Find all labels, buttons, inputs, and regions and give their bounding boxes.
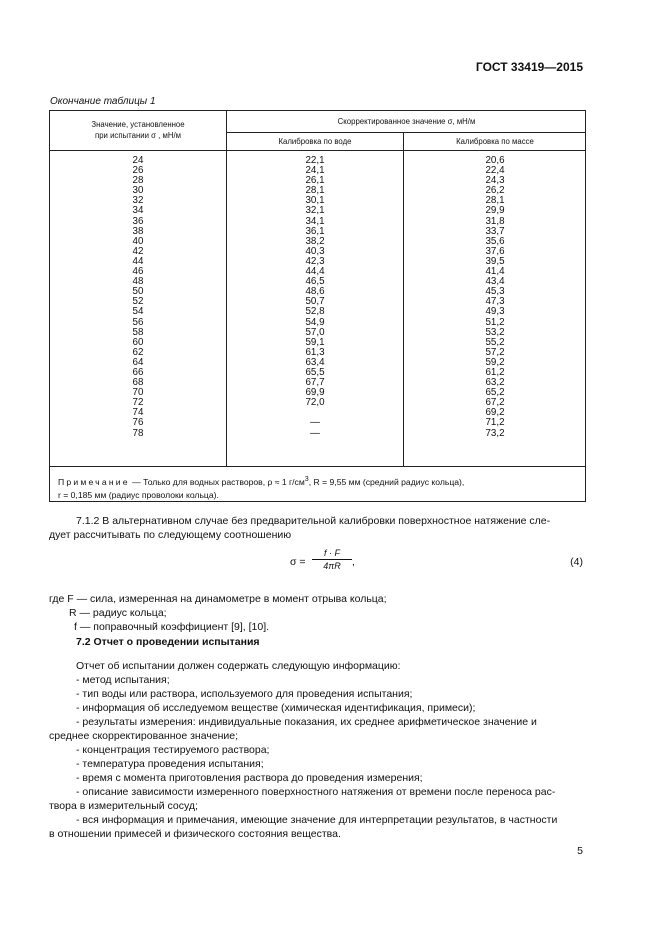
table-cell: 40,3 [305,245,325,257]
table-cell: 72 [132,397,144,409]
table-cell: 67,7 [305,377,325,389]
col-header-water: Калибровка по воде [278,137,352,146]
table-cell: 63,2 [485,377,505,389]
formula-denominator: 4πR [323,561,341,571]
table-cell: 38,2 [305,235,325,247]
col-header-mass: Калибровка по массе [456,137,534,146]
report-item: - метод испытания; [76,674,170,686]
formula-tail: , [352,556,355,568]
table-caption: Окончание таблицы 1 [50,96,156,107]
table-cell: 65,2 [485,387,505,399]
table-cell: 38 [132,225,144,237]
table-cell: 46,5 [305,276,325,288]
table-cell: 20,6 [485,155,505,166]
table-cell: 46 [132,266,144,278]
report-item: - температура проведения испытания; [76,758,264,770]
table-cell: 32 [132,195,144,207]
report-item: - время с момента приготовления раствора до проведения измерения; [76,772,423,784]
column-set-value [50,156,226,439]
table-cell: 26,1 [305,175,325,187]
calibration-table [49,110,586,502]
table-cell: 62 [132,346,144,358]
table-cell: 42 [132,245,144,257]
table-cell: 24,1 [305,165,325,177]
table-cell: 30 [132,185,144,197]
table-cell: 33,7 [485,225,505,237]
table-cell: 53,2 [485,326,505,338]
table-cell: 52,8 [305,306,325,318]
table-cell: 30,1 [305,195,325,207]
table-cell: 74 [132,407,144,419]
table-cell: 48,6 [305,286,325,298]
report-item: в отношении примесей и физического состояния вещества. [49,828,341,840]
table-divider [50,150,586,151]
report-item: - тип воды или раствора, используемого для проведения испытания; [76,688,413,700]
table-divider [226,132,586,133]
table-cell: 68 [132,377,144,389]
table-cell: 43,4 [485,276,505,288]
table-cell: 28 [132,175,144,187]
table-cell: 64 [132,356,144,368]
table-cell: 51,2 [485,316,505,328]
table-cell: 49,3 [485,306,505,318]
document-code: ГОСТ 33419—2015 [475,60,583,74]
table-cell: 36,1 [305,225,325,237]
table-cell: 34,1 [305,215,325,227]
table-cell: 54,9 [305,316,325,328]
table-cell: 44 [132,255,144,267]
table-cell: 45,3 [485,286,505,298]
section-title-7-2: 7.2 Отчет о проведении испытания [76,636,260,648]
table-cell: 66 [132,366,144,378]
table-cell: 22,4 [485,165,505,177]
table-cell: 48 [132,276,144,288]
table-cell: 41,4 [485,266,505,278]
where-R: R — радиус кольца; [69,607,167,619]
table-cell: 32,1 [305,205,325,217]
table-note: Примечание — Только для водных растворов, ρ ≈ 1 $г/см^3$, R = 9,55 мм (средний радиус кольца), r = 0,185 мм (радиус проволоки кольца). [58,475,465,500]
table-cell: 28,1 [485,195,505,207]
table-cell: 58 [132,326,144,338]
table-cell: 65,5 [305,366,325,378]
equation-number: (4) [570,556,583,568]
table-cell: — [310,427,320,439]
table-cell: 56 [132,316,144,328]
table-cell: 50 [132,286,144,298]
report-item: - вся информация и примечания, имеющие значение для интерпретации результатов, в частности [76,814,558,826]
paragraph-7-1-2: 7.1.2 В альтернативном случае без предварительной калибровки поверхностное натяжение сле- [76,515,551,527]
table-cell: 63,4 [305,356,325,368]
report-item: - результаты измерения: индивидуальные показания, их среднее арифметическое значение и [76,716,537,728]
column-water [227,156,403,439]
report-item: - концентрация тестируемого раствора; [76,744,270,756]
table-cell: 36 [132,215,144,227]
table-cell: 42,3 [305,255,325,267]
table-cell: 69,2 [485,407,505,419]
table-cell: 54 [132,306,144,318]
table-cell: 50,7 [305,296,325,308]
report-item: среднее скорректированное значение; [49,730,239,742]
table-cell: 39,5 [485,255,505,267]
table-cell: 72,0 [305,397,325,409]
table-cell: 26,2 [485,185,505,197]
table-cell: 37,6 [485,245,505,257]
table-cell: 67,2 [485,397,505,409]
table-cell: — [310,417,320,429]
table-cell: 31,8 [485,215,505,227]
group-header-corrected: Скорректированное значение σ, мН/м [337,117,476,126]
table-cell: 61,3 [305,346,325,358]
table-cell: 35,6 [485,235,505,247]
table-cell: 61,2 [485,366,505,378]
table-cell: 76 [132,417,144,429]
table-cell: 57,0 [305,326,325,338]
table-cell: 26 [132,165,144,177]
table-cell: 24,3 [485,175,505,187]
table-cell: 47,3 [485,296,505,308]
formula-lhs: σ = [290,556,306,568]
report-item: - информация об исследуемом веществе (химическая идентификация, примеси); [76,702,476,714]
table-cell: 28,1 [305,185,325,197]
page-number: 5 [577,845,583,857]
table-cell: 57,2 [485,346,505,358]
paragraph-7-1-2-cont: дует рассчитывать по следующему соотношению [49,529,292,541]
report-intro: Отчет об испытании должен содержать следующую информацию: [76,660,401,672]
report-item: - описание зависимости измеренного поверхностного натяжения от времени после переноса рас- [76,786,556,798]
table-cell: 34 [132,205,144,217]
table-cell: 69,9 [305,387,325,399]
table-cell: 78 [132,427,144,439]
table-cell: 29,9 [485,205,505,217]
table-cell: 24 [132,155,144,166]
table-cell: 59,2 [485,356,505,368]
col-header-set-value: Значение, установленное при испытании σ , мН/м [91,120,185,140]
table-cell: 73,2 [485,427,505,439]
table-cell: 55,2 [485,336,505,348]
table-cell: 71,2 [485,417,505,429]
table-divider [50,466,586,467]
table-cell: 52 [132,296,144,308]
table-cell: 40 [132,235,144,247]
report-item: твора в измерительный сосуд; [49,800,198,812]
table-cell: 70 [132,387,144,399]
formula-numerator: f · F [312,548,352,560]
where-f: f — поправочный коэффициент [9], [10]. [74,621,270,633]
table-cell: 44,4 [305,266,325,278]
where-F: где F — сила, измеренная на динамометре в момент отрыва кольца; [49,593,387,605]
table-cell: 22,1 [305,155,325,166]
table-cell: 59,1 [305,336,325,348]
formula-fraction [312,548,352,571]
column-mass [404,156,586,439]
table-cell: 60 [132,336,144,348]
